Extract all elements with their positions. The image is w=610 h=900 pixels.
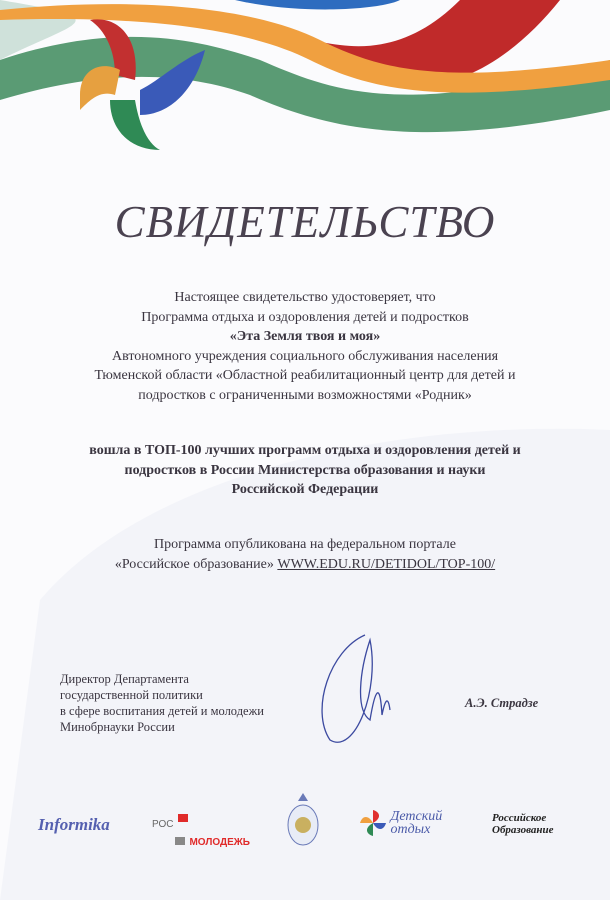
rosmolodezh-top: РОС — [152, 819, 174, 830]
intro-line: Автономного учреждения социального обслуживания населения — [111, 348, 499, 364]
ros-obr-line-1: Российское — [492, 812, 547, 824]
position-line: Минобрнауки России — [60, 720, 175, 734]
pinwheel-icon — [360, 810, 386, 836]
informika-logo: Informika — [38, 815, 110, 834]
portal-name: «Российское образование» — [114, 556, 274, 572]
rosmolodezh-bottom: МОЛОДЕЖЬ — [189, 837, 250, 848]
signatory-position — [60, 671, 264, 735]
otdyh-line: отдых — [390, 822, 431, 837]
detsky-otdyh-logo — [360, 810, 442, 838]
ros-obrazovanie-logo — [492, 812, 554, 836]
achievement-line: подростков в России Министерства образования и науки — [124, 462, 486, 478]
portal-link[interactable]: WWW.EDU.RU/DETIDOL/TOP-100/ — [277, 556, 496, 572]
achievement-line: вошла в ТОП-100 лучших программ отдыха и оздоровления детей и — [89, 443, 521, 458]
intro-line: Программа отдыха и оздоровления детей и подростков — [141, 309, 469, 325]
certificate-title: СВИДЕТЕЛЬСТВО — [114, 197, 496, 247]
ros-obr-line-2: Образование — [492, 824, 554, 836]
achievement-paragraph — [60, 441, 550, 500]
intro-paragraph — [60, 288, 550, 405]
detsky-line: Детский — [390, 809, 443, 824]
intro-line: Тюменской области «Областной реабилитационный центр для детей и — [94, 368, 516, 383]
position-line: государственной политики — [60, 688, 203, 702]
program-name: «Эта Земля твоя и моя» — [229, 329, 381, 344]
signatory-name: А.Э. Страдзе — [465, 696, 539, 710]
rosmolodezh-logo — [152, 814, 250, 850]
intro-line: подростков с ограниченными возможностями «Родник» — [138, 387, 472, 403]
intro-line: Настоящее свидетельство удостоверяет, что — [174, 290, 436, 305]
position-line: Директор Департамента — [60, 672, 189, 686]
handwritten-signature — [310, 630, 430, 750]
position-line: в сфере воспитания детей и молодежи — [60, 704, 264, 718]
ministry-emblem-icon — [280, 793, 326, 853]
red-square-icon — [178, 814, 188, 822]
achievement-line: Российской Федерации — [231, 482, 379, 497]
grey-square-icon — [175, 837, 185, 845]
published-line: Программа опубликована на федеральном портале — [154, 537, 456, 552]
publication-paragraph — [60, 535, 550, 574]
